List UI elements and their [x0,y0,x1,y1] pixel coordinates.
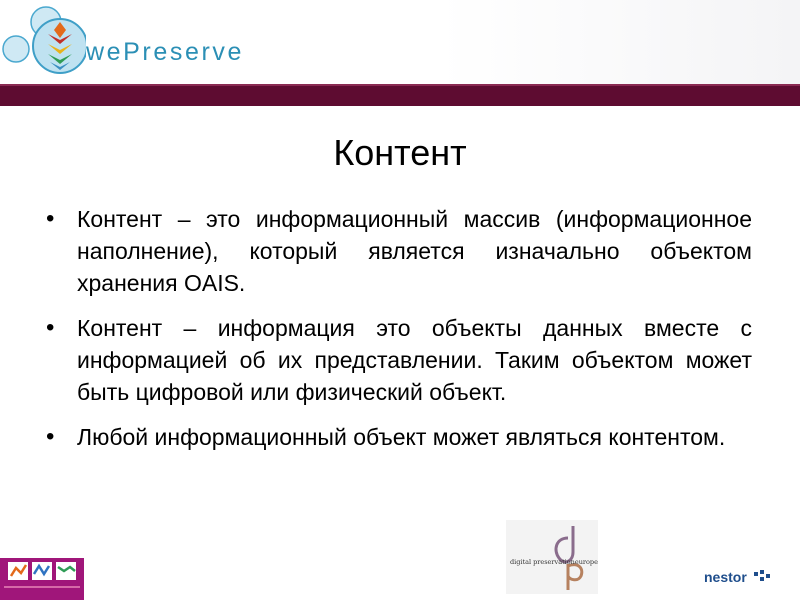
dp-logo-caption: digital preservationeurope [510,558,598,566]
wepreserve-logo-icon [0,0,86,84]
bullet-item: • Любой информационный объект может являться контентом. [46,421,752,453]
partner-logo-icon [0,558,84,600]
header-band [0,84,800,106]
slide-header [0,0,800,84]
bullet-list [46,203,752,466]
bullet-item: • Контент – это информационный массив (информационное наполнение), который является изначально объектом хранения OAIS. [46,203,752,299]
brand-name: wePreserve [86,38,244,66]
digital-preservation-europe-logo-icon [506,520,598,594]
nestor-logo-icon [704,568,774,588]
nestor-logo-text: nestor [704,569,747,585]
header-band-highlight [0,84,800,86]
bullet-item: • Контент – информация это объекты данных вместе с информацией об их представлении. Таким объектом может быть цифровой или физический объект. [46,312,752,408]
slide-title: Контент [333,132,467,173]
